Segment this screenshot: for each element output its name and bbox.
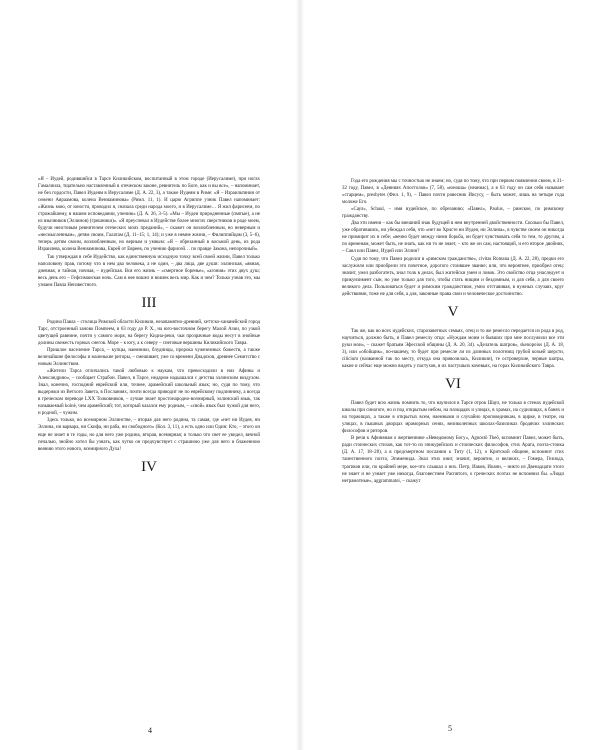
- left-text-column: [38, 176, 260, 483]
- paragraph: Два эти имени – как бы внешний знак будущей в нем внутренней двойственности. Сколько бы Павел, уже обратившись, ни убеждал себя, что «нет во Христе ни Иудея, ни Эллина», в чувстве своем он никогда не примирит их в себе; «вечно будет между ними борьба, он будет чувствовать себя то тем, то другим, а по временам, может быть, не знать, как ни то не знает, – кто же он сам, настоящий, и его второе двойник, – Савл или Павел, Иудей или Эллин?: [342, 221, 564, 255]
- paragraph: Здесь только, во всемирном Эллинстве, – вторая для него родина, та самая, где «нет ни Иудея, ни Эллина, ни варвара, ни Скифа, ни раба, ни свободного» (Кол. 3, 11), а есть одно или Один: Кто, – этого он еще не знает в те годы, но для него уже родина, вторая, всемирная; и только что свет ее увидел, вечной печалью, знойно хотел бы узнать, как чутко он предчувствует с страшною уже для него и блаженною веянию этого нового, всемирного Духа!: [38, 418, 260, 452]
- section-heading-vi: VI: [445, 376, 461, 393]
- page-number: 4: [148, 726, 152, 735]
- section-heading-iv: IV: [141, 458, 157, 475]
- paragraph: «Я – Иудей, родившийся в Тарсе Киликийском, воспитанный в этом городе (Иерусалиме), при ногах Гамалиила, тщательно наставленный в отеческом законе, ревнитель по Боге, как и вы все», – напоминает, не без гордости, Павел Иудеям в Иерусалиме (Д. А. 22, 3), а также Иудеям в Риме: «Я – Израильтянин от семени Авраамова, колена Вениаминова» (Римл. 11, 1). И царю Агриппе узник Павел напоминает: «Жизнь мою, от юности, проводил я, сначала среди народа моего, и в Иерусалиме… Я жил фарисеем, по строжайшему, в нашем исповедании, учению» (Д. А. 26, 3–5). «Мы – Иудеи природненные (святые), а не из язычников (Эллинов) (грешники)». «Я преуспевал в Иудействе более многих сверстников в роде моем, будучи неистовым ревнителем отеческих моих преданий», – скажет он возлюбленным, но неверным и «несмысленным», детям своим, Галатам (Д. 11–15; 1, 14); и уже в немне жизни, – Филиппийцам (3, 5–6), теперь детям своим, возлюбленным, но верным и умным: «Я – обрезанный в восьмой день, из рода Израилева, колена Вениаминова, Еврей от Евреев, по учению фарисей… по правде Закона, непорочный».: [38, 177, 260, 253]
- paragraph: «Саул», Schaul, – имя иудейское, по обрезанию; «Павел», Paulus, – римское, по римскому гражданству.: [342, 207, 564, 220]
- paragraph: «Жители Тарса отличались такой любовью к наукам, что превосходили в них Афины и Александрию», – сообщает Страбон. Павел, в Тарсе, недаром надышался с детства эллинским воздухом. Знал, конечно, господний еврейский или, точнее, арамейский школьный язык; но, судя по тому, что выдержки из Ветхого Завета, в Посланиях, почти всегда приводит не по еврейскому подлиннику, а всегда в греческом переводе LXX Толковников, – лучше знает простонародно-всемирный, эллинский язык, так называемый koinè, чем арамейский; тот, который казался ему родным, – «свой» язык был чужой для него, и родной, – чужим.: [38, 369, 260, 417]
- section-heading-iii: III: [141, 294, 157, 311]
- paragraph: Так же, как во всех иудейских, старозаветных семьях, отец и то же ремесло передается из рода в род, научиться, должно быть, и Павел ремеслу отца: «Нуждам моим и бывших при мне послужили все эти руки мои», – скажет братьям Эфесской общины (Д. А. 20, 34). «Делатель шатров», skenopoios (Д. А. 18, 3), или «обойщик», по-нашему, то будет при ремесле ли из длинных полотнищ грубой козьей шерсти, cilicium (названной так по месту, откуда она привозилась, Киликии), те островерхие, черные шатры, какие и сейчас еще можно видеть у пастухов, в их пастушьих кочевьях, на горах Киликийского Тавра.: [342, 328, 564, 370]
- page-number: 5: [448, 724, 452, 733]
- paragraph: В речи к Афинянам о жертвеннике «Неведомому Богу», Agnostô Theô, вспомнит Павел, может быть, ради стоических стихов, как тот-то из эпикурейских и стоических философов, стих Арата, поэта-стоика (Д. А. 17, 18–28), а в предсмертном послании к Титу (1, 12), о Критской общине, вспомнит стих таинственного поэта, Эпименида. Знал этих книг, значит, вероятно, и великих, – Гомера, Гезиода, трагиков или, по крайней мере, кое-что слышал о них. Петр, Иаков, Иоанн, – никто из Двенадцати этого не знает и не узнает уже никогда, благовестием Распятого, о греческих поэтах не вспомнил бы. «Люди неграмотные», aggrammatoi, – скажут: [342, 436, 564, 484]
- section-heading-v: V: [447, 303, 459, 320]
- paragraph: Так утверждая в себе Иудейство, как единственную исходную точку всей своей жизни, Павел только наполовину прав, потому что в нем два человека, а не один, – два лица, две души: эллинская, «явная, дневная, и тайная, ночная, – иудейская. Вся его жизнь – «смертное боренье», «агония» этих двух душ; весь день его – Гефсиманская ночь. Сам в нее вошел и вовлек весь мир. Как и чем? Только узнав это, мы узнаем Павла Неизвестного.: [38, 254, 260, 288]
- paragraph: Судя по тому, что Павел родился в «римском гражданстве», civitas Romana (Д. А. 22, 28), предки его заслужили или приобрели это почетное, дорогого стоившее звание; или, что вероятнее, приобрел отец: значит, умел разбогатеть, знал толк в делах, был житейски умен и ловок. Это свойство отца унаследует и прикунзимент сын, но уже только для того, чтобы стать нищим и бездомным, и для себя, а для своего великого дела. Пользоваться будет и римским гражданством, умно отставивая, в нужных случаях, круг действиями, тоже не для себя, а для, законные права свои и человеческое достоинство.: [342, 256, 564, 297]
- paragraph: Пришлое население Тарса, – купцы, наемники, блудницы, пророка чужеземных божеств, а также величайшие философы и маленькие риторы, – смешивает, уже со времени Диадохов, древнее Семитство с новым Эллинством.: [38, 347, 261, 368]
- paragraph: Павел будет всю жизнь помнить то, что научился в Тарсе отрок Шаул, не только в стенах иудейской школы при синагоге, но и под открытым небом, на площадях и улицах, в храмах, на судилищах, в банях и на торжищах, а также в открытых всем, наемными и случайно проповедникам, в цирке, в театре, на улицах, в пышных дворцах мраморных сенях, великолепных школах-базиликах бродячих эллинских философов и риторов.: [342, 401, 564, 435]
- right-text-column: [342, 178, 564, 485]
- paragraph: Года его рождения мы с точностью не знаем; но, судя по тому, что при первом появлении своем, в 31–32 году, Павел, в «Деяниях Апостолов» (7, 58), «юноша» (неаниас), а в 63 году он сам себя называет «старцем», presbytes (Фил. 1, 9), – Павел почти ровесник Иисусу, – быть может, лишь на четыре года моложе Его.: [342, 179, 564, 206]
- paragraph: Родина Павла – столица Римской области Киликии, незапамятно-древний, хеттско-хананейский город Тарс, отстроенный заново Помпеем, в 63 году до Р. Х., на юго-восточном берегу Малой Азии, по узкой цветущей равнине, почти у самого моря, на берегу Кидна-реки, чьи прозрачные воды несут в знойные долины свежесть горных снегов. Море – к югу, а к северу – снеговые вершины Киликийского Тавра.: [38, 319, 260, 346]
- right-page: [300, 0, 600, 750]
